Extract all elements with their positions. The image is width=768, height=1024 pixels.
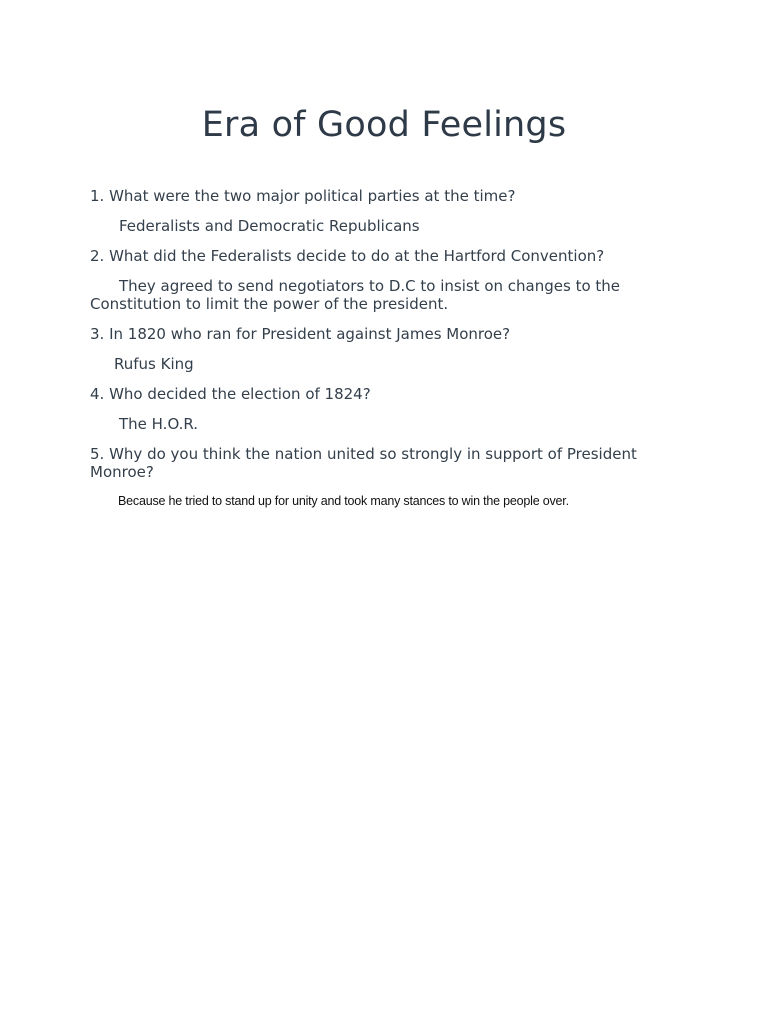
answer-3: Rufus King	[114, 355, 194, 373]
answer-4: The H.O.R.	[119, 415, 199, 433]
answer-1: Federalists and Democratic Republicans	[119, 217, 420, 235]
page-title: Era of Good Feelings	[201, 105, 567, 145]
question-answer-list	[90, 187, 670, 509]
question-1: 1. What were the two major political parties at the time?	[90, 187, 516, 205]
question-2: 2. What did the Federalists decide to do at the Hartford Convention?	[90, 247, 605, 265]
answer-2: They agreed to send negotiators to D.C to insist on changes to the Constitution to limit the power of the president.	[90, 277, 621, 313]
answer-5: Because he tried to stand up for unity and took many stances to win the people over.	[118, 494, 569, 508]
question-5: 5. Why do you think the nation united so strongly in support of President Monroe?	[90, 445, 637, 481]
question-3: 3. In 1820 who ran for President against James Monroe?	[90, 325, 511, 343]
question-4: 4. Who decided the election of 1824?	[90, 385, 371, 403]
